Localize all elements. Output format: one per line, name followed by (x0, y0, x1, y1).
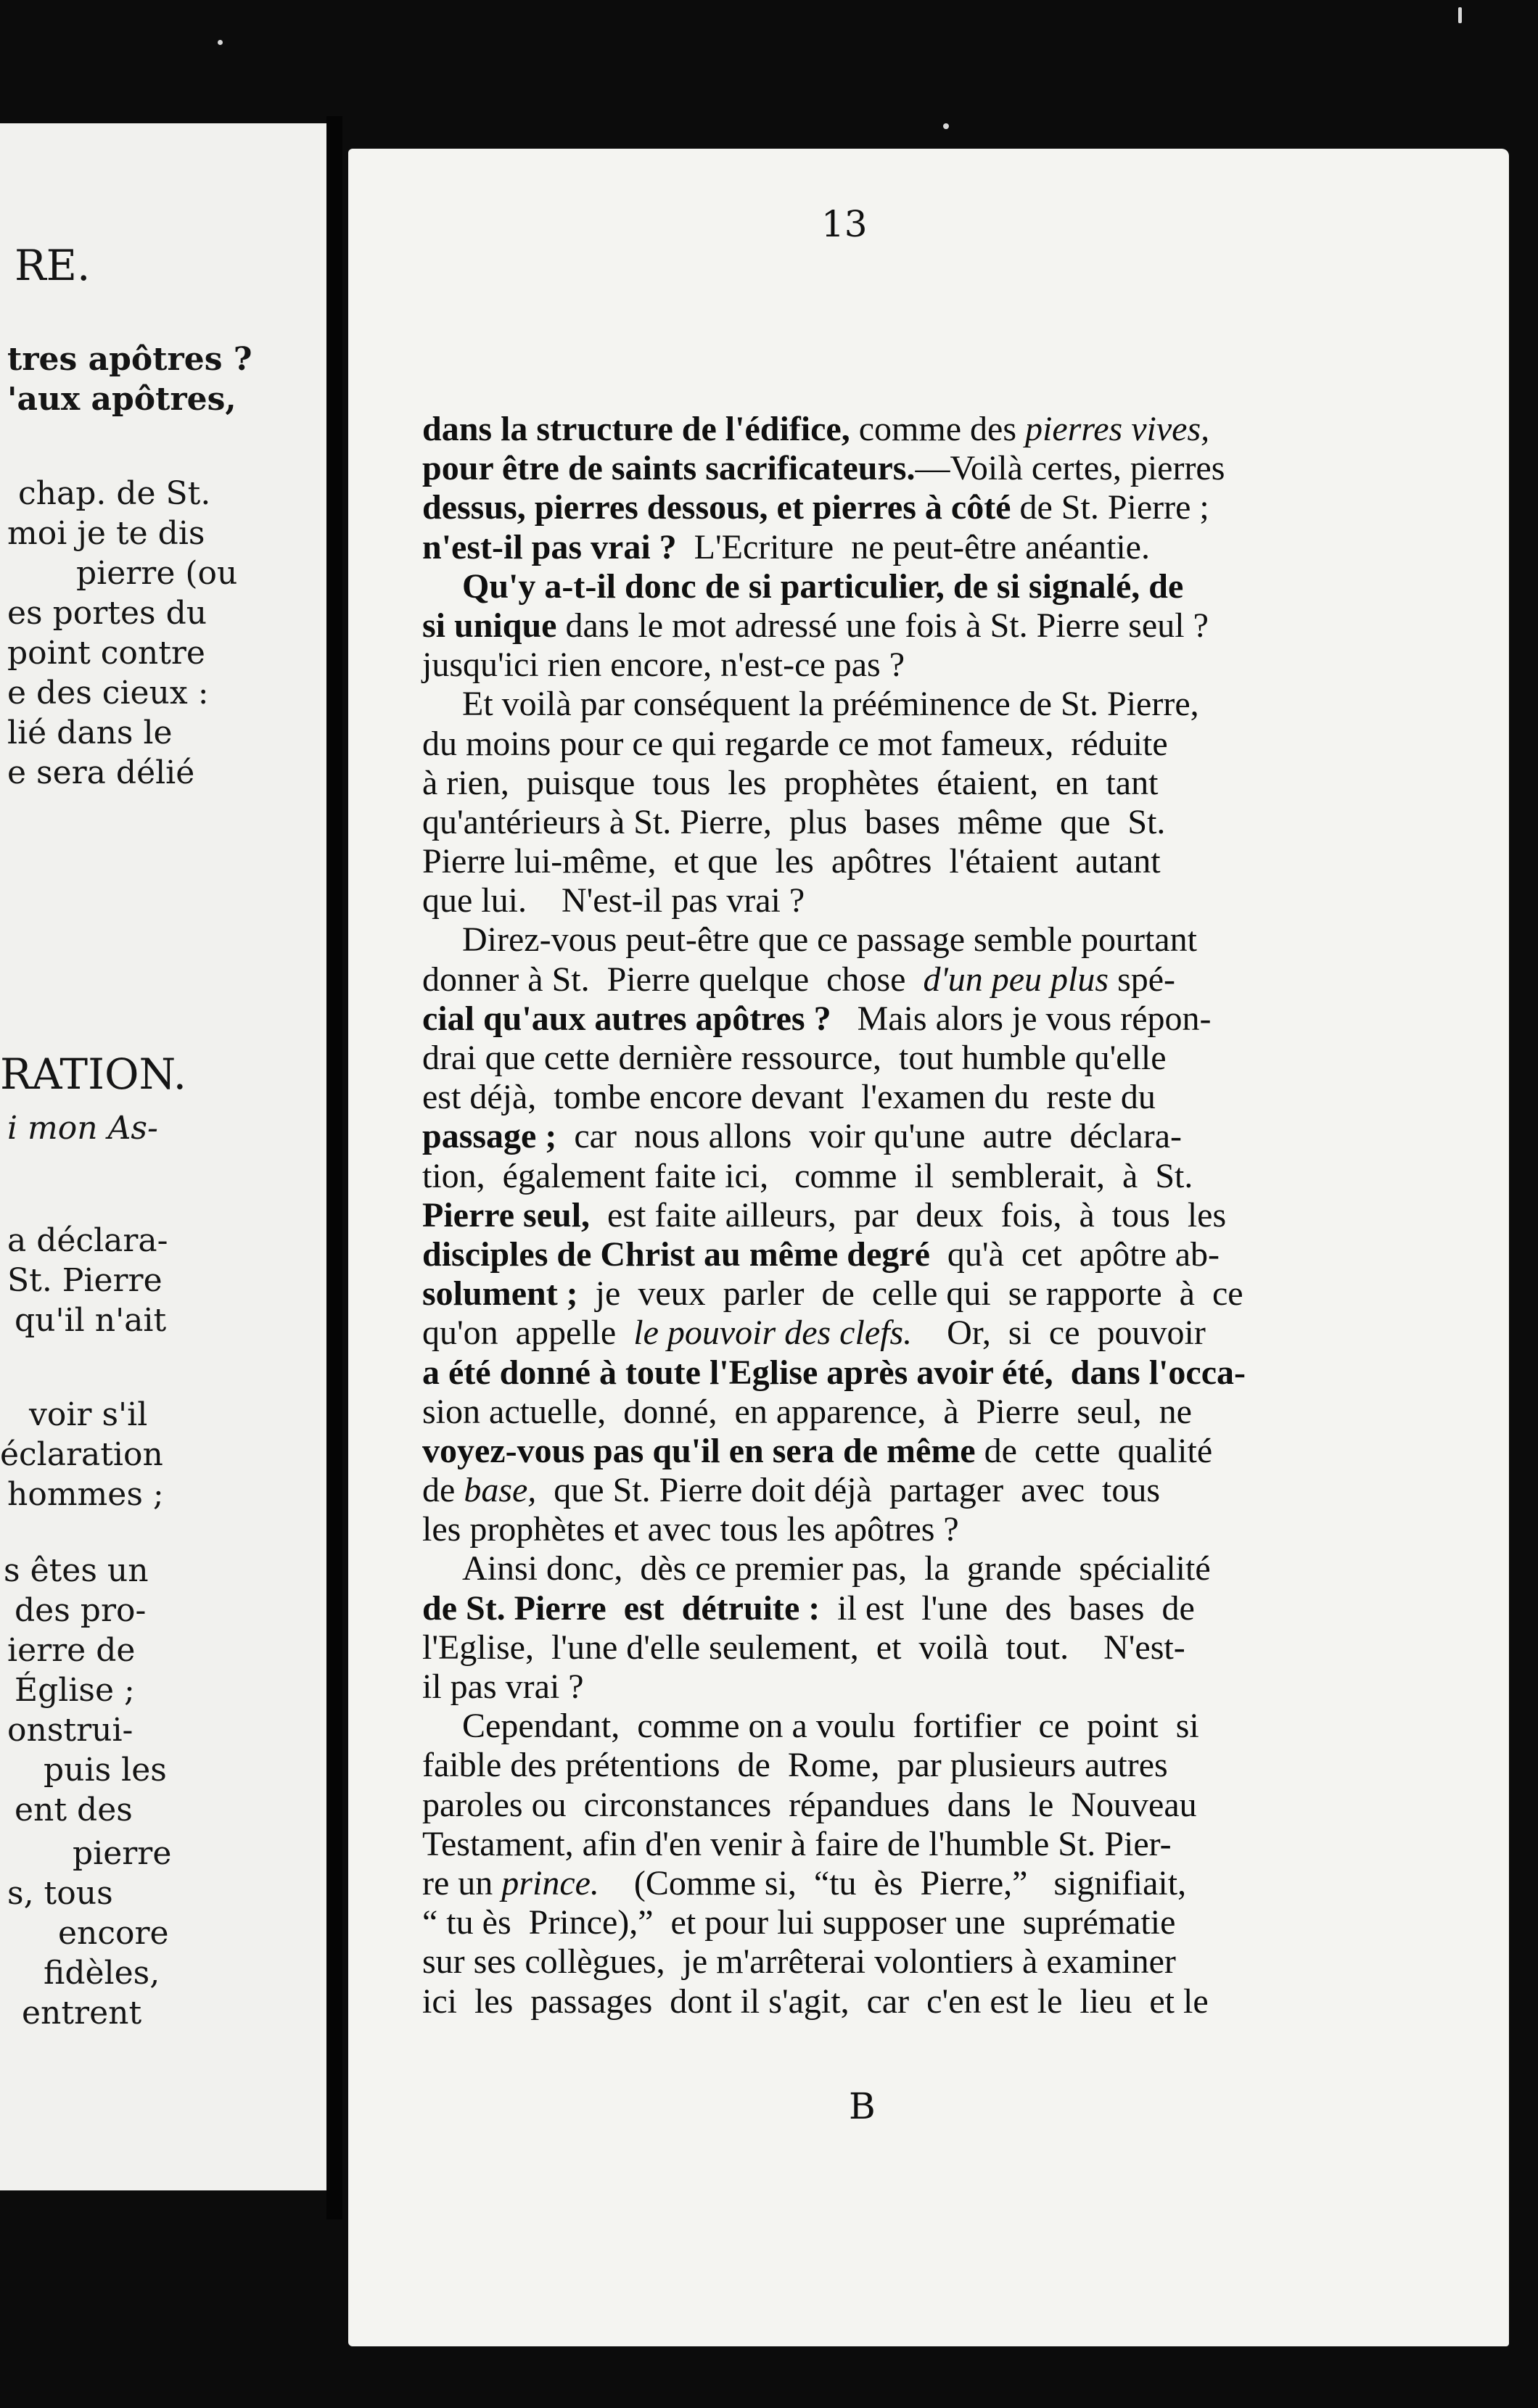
left-page-line: a déclara- (7, 1222, 168, 1259)
text-line (422, 1786, 1322, 1825)
left-page-line: ierre de (7, 1632, 136, 1669)
text-run: il pas vrai ? (422, 1667, 584, 1706)
text-run: re un (422, 1863, 502, 1902)
text-run: —Voilà certes, pierres (915, 449, 1225, 488)
text-run: “ tu ès Prince),” et pour lui supposer une suprématie (422, 1903, 1176, 1942)
left-page-line: pierre (ou (76, 555, 238, 592)
text-run: qu'on appelle (422, 1314, 634, 1353)
text-run: de (422, 1471, 464, 1510)
text-line (422, 1746, 1322, 1785)
text-line (422, 920, 1322, 960)
left-page-line: ent des (15, 1791, 133, 1828)
text-run: Mais alors je vous répon- (831, 999, 1212, 1038)
text-run: car nous allons voir qu'une autre déclara- (556, 1117, 1182, 1156)
text-line (422, 685, 1322, 724)
left-page-line: es portes du (7, 595, 207, 632)
left-page-line: lié dans le (7, 714, 173, 751)
left-page-line: i mon As- (7, 1110, 158, 1147)
text-line (422, 1393, 1322, 1432)
left-page-line: voir s'il (29, 1396, 148, 1433)
text-run: a été donné à toute l'Eglise après avoir été, dans l'occa- (422, 1353, 1246, 1392)
body-text (422, 410, 1322, 2021)
text-line (422, 449, 1322, 488)
text-run: est déjà, tombe encore devant l'examen du reste du (422, 1078, 1156, 1117)
left-facing-page (0, 123, 326, 2190)
text-run: pour être de saints sacrificateurs. (422, 449, 916, 488)
text-line (422, 1078, 1322, 1117)
left-page-line: point contre (7, 635, 205, 672)
text-line (422, 1510, 1322, 1549)
text-run: l'Eglise, l'une d'elle seulement, et voilà tout. N'est- (422, 1628, 1185, 1667)
text-line (422, 1274, 1322, 1314)
left-page-line: hommes ; (7, 1476, 164, 1513)
text-line (422, 410, 1322, 449)
text-run: dessus, pierres dessous, et pierres à côté (422, 488, 1011, 527)
left-page-line: RE. (15, 241, 91, 290)
text-run: Pierre seul, (422, 1195, 591, 1234)
text-run: je veux parler de celle qui se rapporte à ce (577, 1274, 1243, 1314)
text-line (422, 567, 1322, 606)
text-run: dans le mot adressé une fois à St. Pierre seul ? (556, 606, 1209, 645)
text-line (422, 528, 1322, 567)
text-run: dans la structure de l'édifice, (422, 410, 850, 448)
text-run: de St. Pierre ; (1011, 488, 1209, 527)
paper-speck (218, 40, 223, 45)
left-page-line: qu'il n'ait (15, 1302, 167, 1339)
text-line (422, 881, 1322, 920)
text-line (422, 1707, 1322, 1746)
left-page-line: Église ; (15, 1672, 135, 1709)
paper-speck (1458, 7, 1462, 23)
left-page-line: éclaration (0, 1436, 163, 1473)
text-run: passage ; (422, 1117, 557, 1156)
left-page-line: e sera délié (7, 754, 195, 791)
left-page-line: e des cieux : (7, 675, 209, 712)
left-page-line: puis les (44, 1752, 167, 1789)
text-run: Testament, afin d'en venir à faire de l'humble St. Pier- (422, 1824, 1172, 1863)
text-run: disciples de Christ au même degré (422, 1234, 930, 1274)
text-run: sur ses collègues, je m'arrêterai volontiers à examiner (422, 1942, 1176, 1982)
text-run: Qu'y a-t-il donc de si particulier, de si signalé, de (462, 566, 1184, 606)
text-line (422, 1549, 1322, 1588)
text-line (422, 1825, 1322, 1864)
text-run: est faite ailleurs, par deux fois, à tous les (590, 1195, 1227, 1234)
text-run: les prophètes et avec tous les apôtres ? (422, 1510, 959, 1549)
text-run: comme des (850, 410, 1025, 448)
left-page-line: entrent (22, 1995, 142, 2032)
text-run: il est l'une des bases de (820, 1588, 1195, 1628)
text-run: ici les passages dont il s'agit, car c'en est le lieu et le (422, 1982, 1209, 2021)
text-line (422, 999, 1322, 1039)
text-line (422, 1235, 1322, 1274)
left-page-line: encore (58, 1915, 169, 1952)
text-run: que St. Pierre doit déjà partager avec tous (536, 1471, 1161, 1510)
text-line (422, 1903, 1322, 1942)
text-run: de St. Pierre est détruite : (422, 1588, 821, 1628)
text-run: à rien, puisque tous les prophètes étaient, en tant (422, 763, 1159, 802)
left-page-line: s êtes un (4, 1552, 149, 1589)
text-run: Cependant, comme on a voulu fortifier ce point si (462, 1707, 1199, 1746)
text-line (422, 803, 1322, 842)
text-line (422, 1353, 1322, 1393)
text-run: voyez-vous pas qu'il en sera de même (422, 1431, 976, 1470)
text-run: qu'à cet apôtre ab- (929, 1234, 1220, 1274)
signature-mark: B (849, 2085, 876, 2127)
left-page-line: St. Pierre (7, 1262, 163, 1299)
text-run: jusqu'ici rien encore, n'est-ce pas ? (422, 646, 905, 685)
text-line (422, 1196, 1322, 1235)
text-run: pierres vives, (1025, 410, 1210, 448)
text-run: paroles ou circonstances répandues dans le Nouveau (422, 1785, 1197, 1824)
paper-speck (943, 123, 949, 129)
text-run: si unique (422, 606, 557, 645)
text-line (422, 1432, 1322, 1471)
text-line (422, 960, 1322, 999)
text-run: tion, également faite ici, comme il semblerait, à St. (422, 1156, 1193, 1195)
text-line (422, 646, 1322, 685)
text-run: base, (464, 1471, 537, 1510)
text-line (422, 488, 1322, 527)
text-line (422, 764, 1322, 803)
text-run: Or, si ce pouvoir (912, 1314, 1206, 1353)
text-line (422, 1628, 1322, 1667)
text-run: solument ; (422, 1274, 578, 1314)
text-run: sion actuelle, donné, en apparence, à Pierre seul, ne (422, 1392, 1192, 1431)
text-run: n'est-il pas vrai ? (422, 527, 677, 566)
text-line (422, 1039, 1322, 1078)
text-run: drai que cette dernière ressource, tout humble qu'elle (422, 1039, 1167, 1077)
left-page-line: fidèles, (44, 1955, 160, 1992)
text-line (422, 606, 1322, 646)
text-run: prince. (501, 1863, 599, 1902)
text-line (422, 1157, 1322, 1196)
left-page-line: onstrui- (7, 1712, 133, 1749)
text-run: (Comme si, “tu ès Pierre,” signifiait, (599, 1863, 1187, 1902)
text-run: spé- (1109, 960, 1176, 999)
text-line (422, 1942, 1322, 1982)
text-line (422, 725, 1322, 764)
left-page-line: RATION. (0, 1050, 187, 1099)
text-run: le pouvoir des clefs. (633, 1314, 913, 1353)
text-run: du moins pour ce qui regarde ce mot fameux, réduite (422, 724, 1168, 763)
text-line (422, 1314, 1322, 1353)
left-page-line: s, tous (7, 1875, 113, 1912)
left-page-line: pierre (73, 1835, 172, 1872)
text-run: Direz-vous peut-être que ce passage semble pourtant (462, 920, 1197, 960)
text-line (422, 1667, 1322, 1707)
left-page-line: des pro- (15, 1592, 147, 1629)
text-run: d'un peu plus (923, 960, 1109, 999)
text-run: donner à St. Pierre quelque chose (422, 960, 924, 999)
text-run: L'Ecriture ne peut-être anéantie. (676, 527, 1150, 566)
text-line (422, 1589, 1322, 1628)
text-line (422, 1471, 1322, 1510)
text-run: de cette qualité (975, 1431, 1213, 1470)
text-run: qu'antérieurs à St. Pierre, plus bases même que St. (422, 802, 1166, 841)
left-page-line: 'aux apôtres, (7, 381, 237, 418)
text-line (422, 1117, 1322, 1156)
text-line (422, 1864, 1322, 1903)
text-run: Pierre lui-même, et que les apôtres l'étaient autant (422, 842, 1161, 881)
text-run: faible des prétentions de Rome, par plusieurs autres (422, 1746, 1168, 1785)
left-page-line: chap. de St. (18, 475, 211, 512)
left-page-line: moi je te dis (7, 515, 205, 552)
text-run: que lui. N'est-il pas vrai ? (422, 881, 805, 920)
text-line (422, 842, 1322, 881)
text-run: cial qu'aux autres apôtres ? (422, 999, 831, 1038)
text-run: Ainsi donc, dès ce premier pas, la grande spécialité (462, 1549, 1211, 1588)
left-page-line: tres apôtres ? (7, 341, 252, 378)
book-spine-gutter (326, 116, 342, 2219)
text-line (422, 1982, 1322, 2021)
text-run: Et voilà par conséquent la prééminence de St. Pierre, (462, 685, 1199, 724)
